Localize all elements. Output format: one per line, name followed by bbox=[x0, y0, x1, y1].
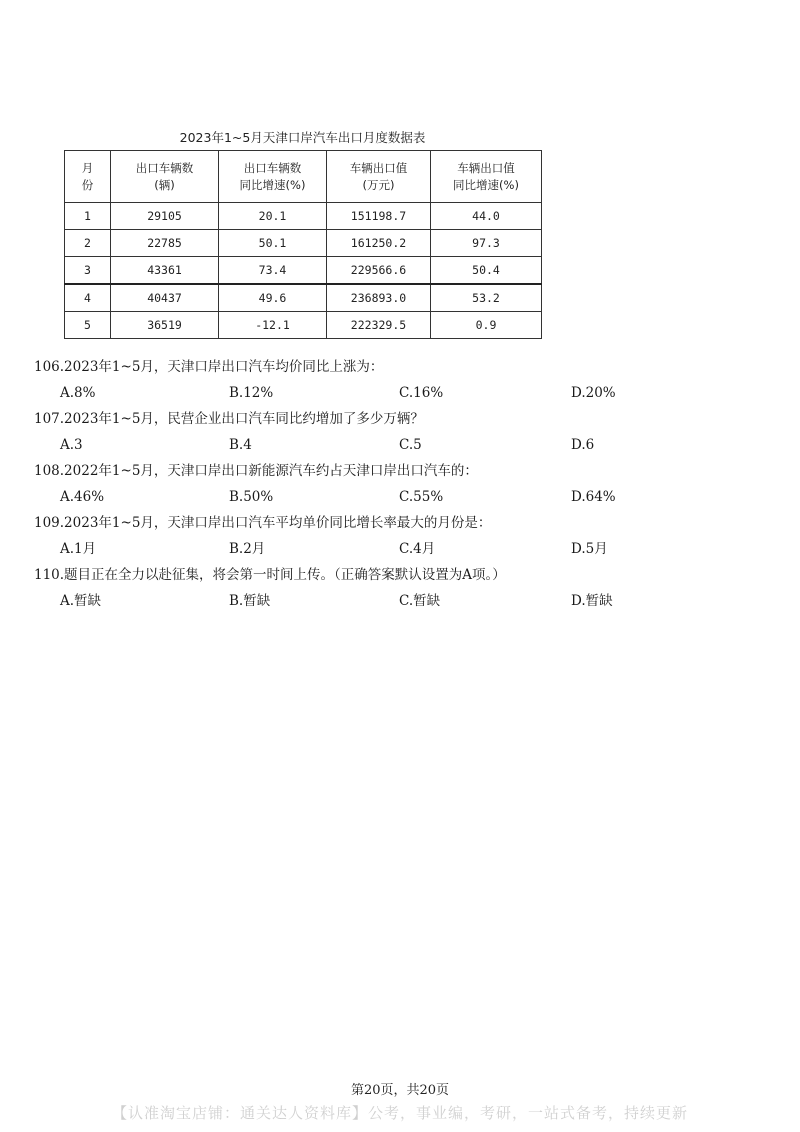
question-109-option-c: C.4月 bbox=[399, 541, 436, 557]
cell-month: 2 bbox=[65, 230, 111, 257]
question-109-option-d: D.5月 bbox=[571, 541, 608, 557]
table-row bbox=[65, 257, 542, 285]
question-107-option-a: A.3 bbox=[60, 437, 83, 453]
cell-vehicle-count: 40437 bbox=[111, 284, 219, 312]
cell-export-value: 161250.2 bbox=[327, 230, 431, 257]
question-106-option-a: A.8% bbox=[60, 385, 96, 401]
question-109-stem: 109.2023年1~5月，天津口岸出口汽车平均单价同比增长率最大的月份是： bbox=[34, 515, 492, 531]
cell-export-value-growth: 0.9 bbox=[431, 312, 542, 339]
cell-month: 1 bbox=[65, 203, 111, 230]
question-106-option-b: B.12% bbox=[229, 385, 274, 401]
cell-vehicle-count-growth: 73.4 bbox=[219, 257, 327, 285]
header-export-value: 车辆出口值 (万元) bbox=[327, 151, 431, 203]
cell-export-value-growth: 97.3 bbox=[431, 230, 542, 257]
table-row bbox=[65, 312, 542, 339]
cell-export-value: 151198.7 bbox=[327, 203, 431, 230]
question-110-option-a: A.暂缺 bbox=[60, 593, 102, 609]
table-row bbox=[65, 284, 542, 312]
question-110-option-d: D.暂缺 bbox=[571, 593, 613, 609]
cell-vehicle-count: 29105 bbox=[111, 203, 219, 230]
question-110-option-c: C.暂缺 bbox=[399, 593, 441, 609]
cell-export-value-growth: 50.4 bbox=[431, 257, 542, 285]
question-108-option-a: A.46% bbox=[60, 489, 105, 505]
header-vehicle-count: 出口车辆数 (辆) bbox=[111, 151, 219, 203]
table-row bbox=[65, 230, 542, 257]
question-110-stem: 110.题目正在全力以赴征集，将会第一时间上传。（正确答案默认设置为A项。） bbox=[34, 567, 506, 583]
question-110-option-b: B.暂缺 bbox=[229, 593, 271, 609]
cell-vehicle-count-growth: 49.6 bbox=[219, 284, 327, 312]
question-106-option-c: C.16% bbox=[399, 385, 444, 401]
table-title: 2023年1~5月天津口岸汽车出口月度数据表 bbox=[179, 130, 426, 145]
cell-export-value: 222329.5 bbox=[327, 312, 431, 339]
question-107-option-b: B.4 bbox=[229, 437, 252, 453]
cell-export-value-growth: 53.2 bbox=[431, 284, 542, 312]
cell-vehicle-count-growth: 20.1 bbox=[219, 203, 327, 230]
question-107-option-d: D.6 bbox=[571, 437, 595, 453]
question-107-stem: 107.2023年1~5月，民营企业出口汽车同比约增加了多少万辆？ bbox=[34, 411, 424, 427]
cell-export-value: 229566.6 bbox=[327, 257, 431, 285]
question-109-option-b: B.2月 bbox=[229, 541, 266, 557]
page-number: 第20页，共20页 bbox=[350, 1083, 450, 1098]
question-106-stem: 106.2023年1~5月，天津口岸出口汽车均价同比上涨为： bbox=[34, 359, 384, 375]
cell-vehicle-count-growth: -12.1 bbox=[219, 312, 327, 339]
cell-vehicle-count-growth: 50.1 bbox=[219, 230, 327, 257]
cell-export-value: 236893.0 bbox=[327, 284, 431, 312]
cell-vehicle-count: 43361 bbox=[111, 257, 219, 285]
cell-month: 5 bbox=[65, 312, 111, 339]
question-106-option-d: D.20% bbox=[571, 385, 616, 401]
header-month: 月 份 bbox=[65, 151, 111, 203]
table-row bbox=[65, 203, 542, 230]
question-108-option-b: B.50% bbox=[229, 489, 274, 505]
cell-month: 3 bbox=[65, 257, 111, 285]
question-108-option-c: C.55% bbox=[399, 489, 444, 505]
cell-vehicle-count: 22785 bbox=[111, 230, 219, 257]
question-108-stem: 108.2022年1~5月，天津口岸出口新能源汽车约占天津口岸出口汽车的： bbox=[34, 463, 478, 479]
export-data-table bbox=[64, 150, 542, 339]
cell-month: 4 bbox=[65, 284, 111, 312]
header-export-value-growth: 车辆出口值 同比增速(%) bbox=[431, 151, 542, 203]
table-header-row bbox=[65, 151, 542, 203]
watermark-text: 【认准淘宝店铺：通关达人资料库】公考，事业编，考研，一站式备考，持续更新 bbox=[111, 1104, 688, 1122]
question-109-option-a: A.1月 bbox=[60, 541, 97, 557]
question-107-option-c: C.5 bbox=[399, 437, 422, 453]
header-vehicle-count-growth: 出口车辆数 同比增速(%) bbox=[219, 151, 327, 203]
cell-export-value-growth: 44.0 bbox=[431, 203, 542, 230]
cell-vehicle-count: 36519 bbox=[111, 312, 219, 339]
question-108-option-d: D.64% bbox=[571, 489, 616, 505]
